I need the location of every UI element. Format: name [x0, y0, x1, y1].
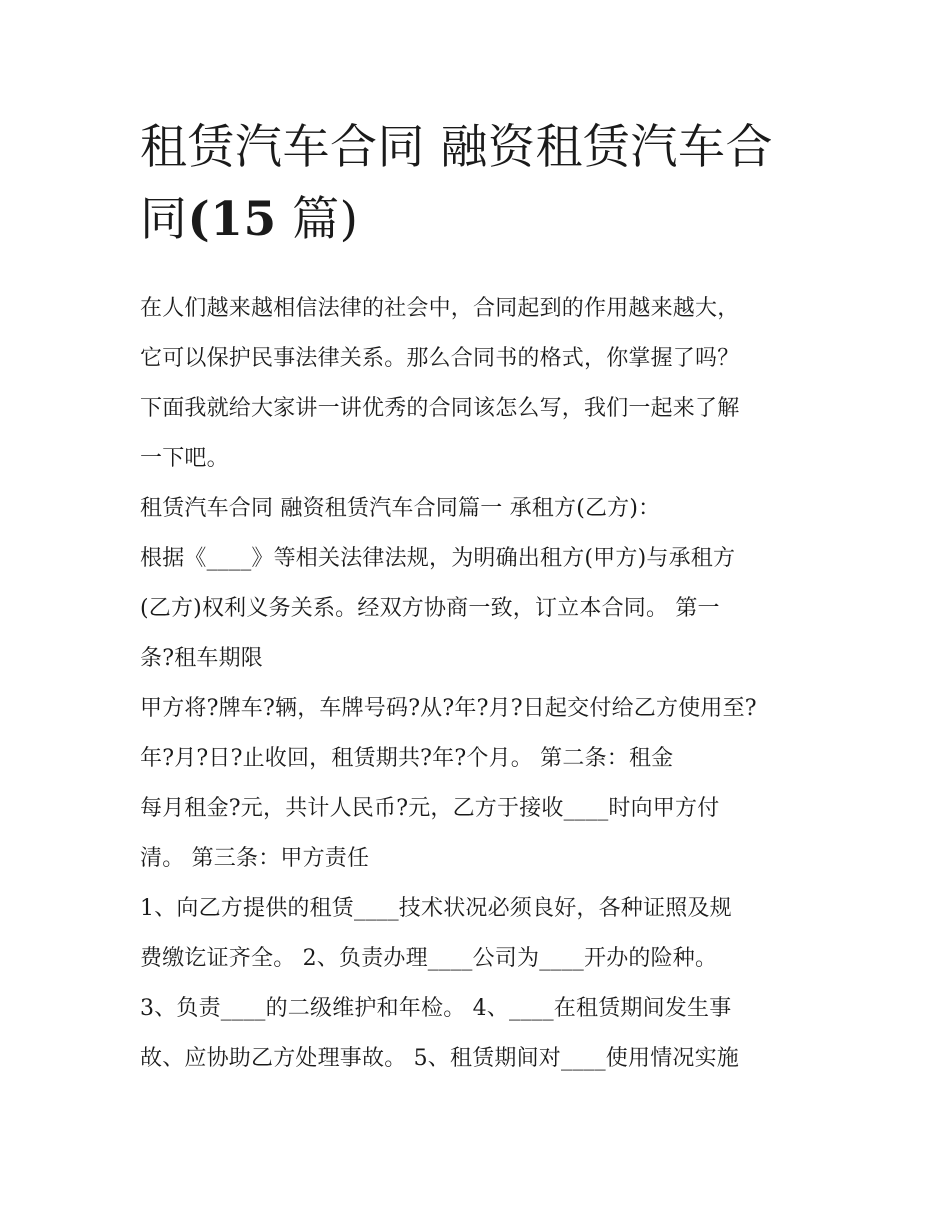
body-line: 故、应协助乙方处理事故。 5、租赁期间对____使用情况实施	[140, 1046, 739, 1071]
document-page	[140, 112, 812, 1084]
body-line: 年?月?日?止收回，租赁期共?年?个月。 第二条：租金	[140, 746, 674, 771]
body-line: 它可以保护民事法律关系。那么合同书的格式，你掌握了吗？	[140, 346, 740, 371]
title-count: (15	[187, 192, 277, 247]
body-line: 在人们越来越相信法律的社会中，合同起到的作用越来越大，	[140, 296, 740, 321]
title-line-2-start: 同	[140, 192, 188, 247]
body-line: 3、负责____的二级维护和年检。 4、____在租赁期间发生事	[140, 996, 732, 1021]
body-line: 下面我就给大家讲一讲优秀的合同该怎么写，我们一起来了解	[140, 396, 740, 421]
body-line: 每月租金?元，共计人民币?元，乙方于接收____时向甲方付	[140, 796, 720, 821]
body-line: (乙方)权利义务关系。经双方协商一致，订立本合同。 第一	[140, 596, 720, 621]
document-title	[140, 112, 812, 256]
body-line: 清。 第三条：甲方责任	[140, 846, 370, 871]
document-body	[140, 284, 812, 1084]
title-line-2-end: 篇)	[276, 192, 359, 247]
body-line: 费缴讫证齐全。 2、负责办理____公司为____开办的险种。	[140, 946, 718, 971]
body-line: 甲方将?牌车?辆，车牌号码?从?年?月?日起交付给乙方使用至?	[140, 696, 757, 721]
body-line: 1、向乙方提供的租赁____技术状况必须良好，各种证照及规	[140, 896, 732, 921]
title-line-1: 租赁汽车合同 融资租赁汽车合	[140, 120, 773, 175]
body-line: 租赁汽车合同 融资租赁汽车合同篇一 承租方(乙方)：	[140, 496, 661, 521]
body-line: 一下吧。	[140, 446, 229, 471]
body-line: 条?租车期限	[140, 646, 263, 671]
body-line: 根据《____》等相关法律法规，为明确出租方(甲方)与承租方	[140, 546, 736, 571]
